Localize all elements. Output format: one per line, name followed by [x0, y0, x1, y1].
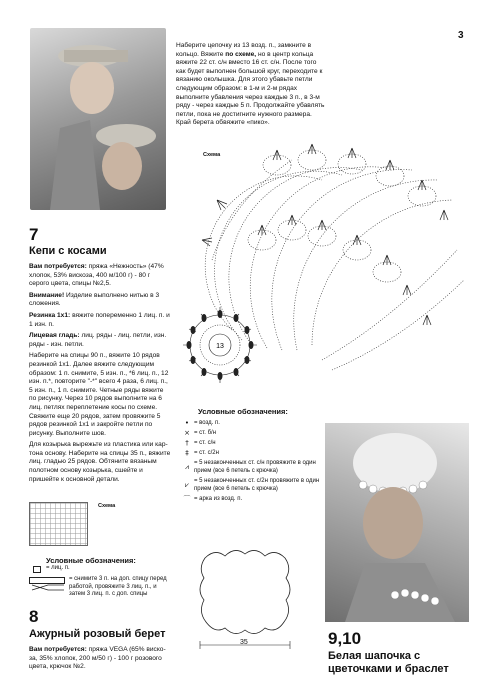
crochet-chart-svg	[172, 140, 472, 390]
s8-scheme-label: Схема	[203, 152, 221, 158]
legend-cluster-dc-text: = 5 незаконченных ст. с/н провяжите в один прием (все 6 петель с крючка)	[194, 460, 316, 474]
knit-stitch-symbol	[33, 566, 41, 573]
legend-arch	[180, 495, 325, 503]
s7-legend-title: Условные обозначения:	[46, 556, 136, 565]
section7-title: Кепи с косами	[29, 245, 107, 257]
legend-sc-text: = ст. б/н	[194, 430, 217, 436]
cap-photo	[30, 28, 166, 210]
cap-photo-illustration	[30, 28, 166, 210]
s7-body-text: Наберите на спицы 90 п., вяжите 10 рядов резинкой 1х1. Далее вяжите следующим образом: 1 п. снимите, 5 изн. п., *6 лиц. п., 12 изн. п.*, повторите "-*" всего 4 раза, 6 лиц. п., 5 изн. п., 1 п. снимите. Четные ряды вяжите по рисунку. Через 10 рядов выполните на 6 лиц. петлях переплетение косы по схеме. Свяжите еще 20 рядов, затем провяжите 5 рядов резинкой 1х1 и закройте петли по рисунку. Выполните шов.	[29, 352, 169, 437]
s8-needs-label: Вам потребуется:	[29, 646, 87, 653]
page-number: 3	[458, 30, 464, 41]
treble-crochet-icon: ‡	[185, 449, 189, 457]
single-crochet-icon: ×	[184, 429, 190, 437]
section8-title: Ажурный розовый берет	[29, 628, 166, 640]
dimension-label: 35	[240, 639, 248, 646]
s7-needs-label: Вам потребуется:	[29, 263, 87, 270]
chain-icon: •	[184, 419, 190, 427]
s7-rib-label: Резинка 1х1:	[29, 311, 71, 319]
s8-intro-text2: но в центр кольца вяжите 22 ст. с/н вместо 16 ст. с/н. После того как будет выполнен большой круг, переходите к вязанию околышка. Для этого убавьте петли следующим образом: в 1-м и 2-м рядах выполните убавления через каждые 3 п., в 3-м ряду - через каждые 5 п. Продолжайте убавлять петли, пока не достигните нужного размера. Край берета обвяжите «пико».	[176, 50, 325, 127]
chart-center-label: 13	[216, 343, 224, 350]
s7-rib-text: вяжите попеременно 1 лиц. п. и 1 изн. п.	[29, 311, 170, 328]
legend-dc	[180, 439, 325, 447]
dc-cluster-icon: ⩘	[185, 463, 189, 471]
double-crochet-icon: †	[185, 439, 189, 447]
cable-symbol	[29, 577, 65, 584]
cable-chart	[29, 502, 88, 546]
s7-attention-label: Внимание!	[29, 291, 65, 299]
s7-scheme-label: Схема	[98, 503, 116, 509]
legend-cluster-tr-text: = 5 незаконченных ст. с/2н провяжите в один прием (все 6 петель с крючка)	[194, 478, 320, 492]
s7-stockinette-label: Лицевая гладь:	[29, 332, 80, 340]
section8-number: 8	[29, 607, 39, 626]
legend-sc	[180, 429, 325, 437]
s7-needs-text: пряжа «Нежность» (47% хлопок, 53% вискоза, 400 м/100 г) - 80 г серого цвета, спицы №2,5.	[29, 263, 164, 288]
legend-arch-text: = арка из возд. п.	[194, 496, 243, 502]
section7-number	[29, 226, 38, 244]
section8-needs-block	[29, 646, 171, 672]
legend-chain	[180, 419, 325, 427]
section910-number: 9,10	[328, 629, 362, 648]
white-hat-photo	[325, 423, 469, 622]
s7-visor-text: Для козырька вырежьте из пластика или картона основу. Наберите на спицы 35 п., вяжите лиц. гладью 25 рядов. Обтяните вязаным полотном основу козырька, сшейте и пришейте к основной детали.	[29, 441, 171, 483]
s8-needs-text: пряжа VEGA (65% вискоза, 35% хлопок, 200 м/50 г) - 100 г розового цвета, крючок №2.	[29, 646, 166, 671]
legend-cluster-dc	[180, 459, 325, 475]
s7-attention-text: Изделие выполнено нитью в 3 сложения.	[29, 291, 160, 308]
legend-chain-text: = возд. п.	[194, 420, 220, 426]
s8-intro-bold: по схеме,	[225, 50, 257, 58]
section7-text-block	[29, 263, 171, 487]
legend-tr	[180, 449, 325, 457]
s8-intro-text: Наберите цепочку из 13 возд. п., замкните в кольцо. Вяжите	[176, 42, 312, 58]
section7-number-text: 7	[29, 225, 39, 244]
s8-legend-title: Условные обозначения:	[198, 407, 288, 416]
chain-arch-icon: ⌒	[183, 495, 191, 503]
crochet-chart	[172, 140, 472, 390]
white-hat-illustration	[325, 423, 469, 622]
legend-tr-text: = ст. с/2н	[194, 450, 219, 456]
tr-cluster-icon: ⩗	[185, 481, 189, 489]
s8-instructions	[176, 42, 326, 128]
section910-title: Белая шапочка с цветочками и браслет	[328, 650, 449, 675]
legend-cluster-tr	[180, 477, 325, 493]
s8-legend-list	[180, 419, 325, 505]
legend-dc-text: = ст. с/н	[194, 440, 216, 446]
s7-legend-cable: = снимите 3 п. на доп. спицу перед работой, провяжите 3 лиц. п., и затем 3 лиц. п. с доп. спицы	[69, 576, 167, 597]
s7-legend-knit: = лиц. п.	[46, 565, 70, 571]
s7-stockinette-text: лиц. ряды - лиц. петли, изн. ряды - изн. петли.	[29, 332, 167, 348]
